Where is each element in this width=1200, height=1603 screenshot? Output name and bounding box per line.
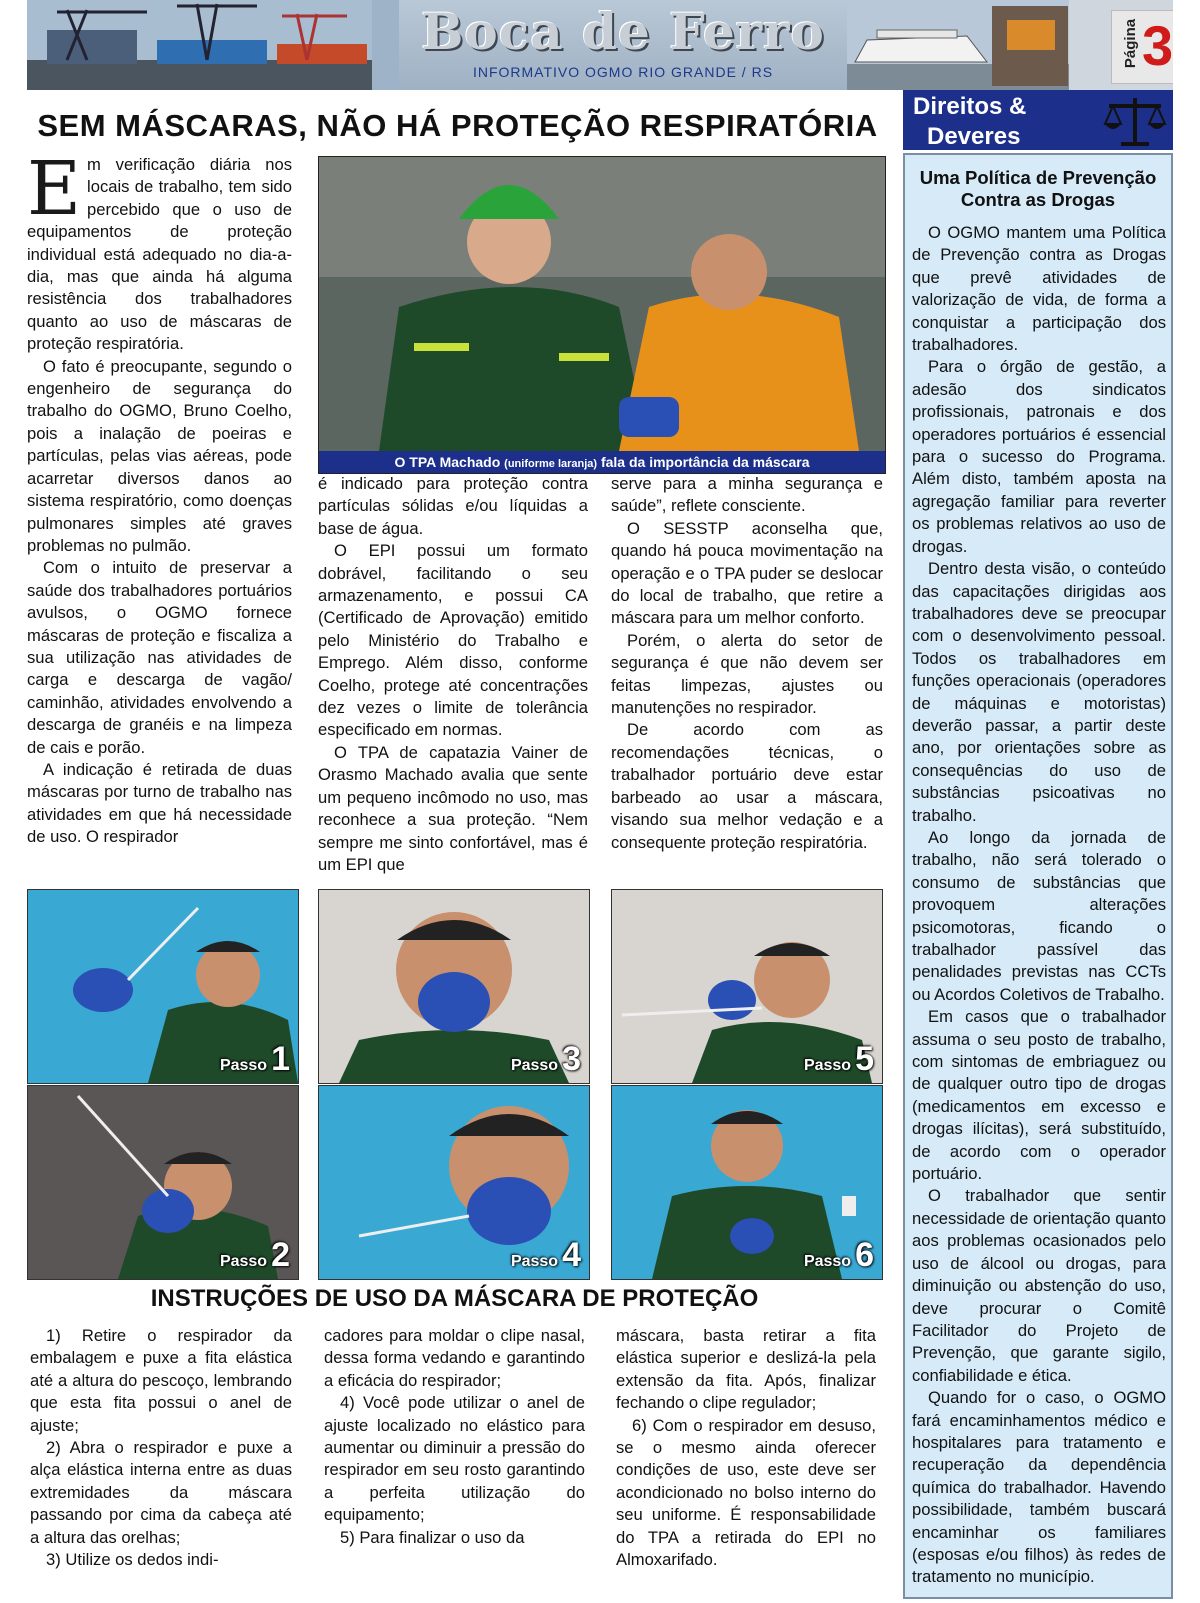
- article-column-1: [27, 146, 292, 849]
- photo-caption: O TPA Machado (uniforme laranja) fala da importância da máscara: [319, 451, 885, 473]
- instructions-title: INSTRUÇÕES DE USO DA MÁSCARA DE PROTEÇÃO: [150, 1285, 759, 1312]
- title-banner: [399, 0, 847, 90]
- step-label: Passo 4: [510, 1236, 581, 1274]
- page-number-box: [1111, 10, 1173, 84]
- step-photo-4: [318, 1085, 590, 1280]
- instruction-step: máscara, basta retirar a fita elástica superior e deslizá-la pela extensão da fita. Após, finalizar fechando o clipe regulador;: [616, 1326, 876, 1413]
- sidebar-paragraph: O OGMO mantem uma Política de Prevenção contra as Drogas que prevê atividades de valorização de vida, de forma a conquistar a participação dos trabalhadores.: [912, 223, 1166, 355]
- instruction-step: 5) Para finalizar o uso da: [340, 1527, 525, 1547]
- article-paragraph: O EPI possui um formato dobrável, facilitando o seu armazenamento, e possui CA (Certificado de Aprovação) emitido pelo Ministério do Trabalho e Emprego. Além disso, conforme Coelho, protege até concentrações dez vezes o limite de tolerância especificado em normas.: [318, 541, 588, 740]
- paper-subtitle: INFORMATIVO OGMO RIO GRANDE / RS: [472, 64, 774, 80]
- instruction-step: 2) Abra o respirador e puxe a alça elástica interna entre as duas extremidades da máscara passando por cima da cabeça até a altura das orelhas;: [30, 1438, 292, 1547]
- step-photo-5: [611, 889, 883, 1084]
- sidebar-title: Uma Política de Prevenção Contra as Drogas: [919, 167, 1157, 210]
- article-paragraph: O TPA de capatazia Vainer de Orasmo Machado avalia que sente um pequeno incômodo no uso, mas reconhece a sua proteção. “Nem sempre me sinto confortável, mas é um EPI que: [318, 742, 588, 874]
- step-photo-3: [318, 889, 590, 1084]
- article-paragraph: serve para a minha segurança e saúde”, reflete consciente.: [611, 474, 883, 516]
- paper-title: Boca de Ferro: [421, 2, 825, 61]
- instruction-step: cadores para moldar o clipe nasal, dessa forma vedando e garantindo a eficácia do respirador;: [324, 1326, 585, 1390]
- step-photo-6: [611, 1085, 883, 1280]
- sidebar-paragraph: Quando for o caso, o OGMO fará encaminhamentos médico e hospitalares para tratamento e recuperação da dependência química do trabalhador. Havendo possibilidade, também buscará encaminhar os familiares (esposas e/ou filhos) às redes de tratamento no município.: [912, 1388, 1166, 1587]
- step-label: Passo 5: [803, 1040, 874, 1078]
- sidebar-paragraph: O trabalhador que sentir necessidade de orientação quanto aos problemas ocasionados pelo uso de álcool ou drogas, para diminuição ou abstenção do uso, deve procurar o Comitê Facilitador do Projeto de Prevenção, que garante sigilo, confiabilidade e ética.: [912, 1186, 1166, 1385]
- sidebar-text: [912, 222, 1166, 1589]
- sidebar-paragraph: Ao longo da jornada de trabalho, não será tolerado o consumo de substâncias que provoquem alterações psicomotoras, ficando o trabalhador passível das penalidades previstas nas CCTs ou Acordos Coletivos de Trabalho.: [912, 827, 1166, 1004]
- drop-cap: E: [27, 146, 82, 232]
- step-label: Passo 3: [510, 1040, 581, 1078]
- step-photo-1: [27, 889, 299, 1084]
- article-paragraph: é indicado para proteção contra partículas sólidas e/ou líquidas a base de água.: [318, 474, 588, 538]
- scales-of-justice-icon: [1103, 94, 1167, 148]
- article-paragraph: O SESSTP aconselha que, quando há pouca movimentação na operação e o TPA puder se deslocar do local de trabalho, que retire a máscara para um melhor conforto.: [611, 518, 883, 628]
- page-number: 3: [1142, 14, 1173, 77]
- article-column-2: [318, 473, 588, 876]
- instruction-step: 6) Com o respirador em desuso, se o mesmo ainda oferecer condições de uso, este deve ser acondicionado no bolso interno do seu uniforme. É responsabilidade do TPA a retirada do EPI no Almoxarifado.: [616, 1415, 876, 1570]
- article-paragraph: O fato é preocupante, segundo o engenheiro de segurança do trabalho do OGMO, Bruno Coelho, pois a inalação de poeiras e partículas, pelas vias aéreas, pode acarretar diversos danos ao sistema respiratório, como doenças pulmonares simples até graves problemas no pulmão.: [27, 356, 292, 555]
- instructions-column-2: [324, 1325, 585, 1549]
- sidebar-box: [903, 153, 1173, 1599]
- step-photo-2: [27, 1085, 299, 1280]
- sidebar-paragraph: Em casos que o trabalhador assuma o seu posto de trabalho, com sintomas de embriaguez ou de qualquer outro tipo de drogas (medicamentos em excesso e drogas ilícitas), será substituído, de acordo com o operador portuário.: [912, 1007, 1166, 1184]
- instruction-step: 1) Retire o respirador da embalagem e puxe a fita elástica até a altura do pescoço, lembrando que esta fita possui o anel de ajuste;: [30, 1326, 292, 1435]
- instruction-step: 4) Você pode utilizar o anel de ajuste localizado no elástico para aumentar ou diminuir a pressão do respirador em seu rosto garantindo a perfeita utilização do equipamento;: [324, 1393, 585, 1525]
- sidebar-paragraph: Dentro desta visão, o conteúdo das capacitações dirigidas aos trabalhadores deve se preocupar com o desenvolvimento pessoal. Todos os trabalhadores em funções operacionais (operadores de máquinas e motoristas) deverão passar, a partir deste ano, por orientações sobre as consequências do uso de substâncias psicoativas no trabalho.: [912, 559, 1166, 825]
- article-paragraph: A indicação é retirada de duas máscaras por turno de trabalho nas atividades em que há necessidade de uso. O respirador: [27, 759, 292, 847]
- page-label: Página: [1122, 18, 1140, 69]
- masthead: [27, 0, 1173, 90]
- sidebar-paragraph: Para o órgão de gestão, a adesão dos sindicatos profissionais, patronais e dos operadores portuários é essencial para o sucesso do Programa. Além disto, também aposta na agregação familiar para reverter os problemas relativos ao uso de drogas.: [912, 357, 1166, 556]
- sidebar-section-line2: Deveres: [927, 123, 1021, 150]
- main-photo: [318, 156, 886, 474]
- instruction-step: 3) Utilize os dedos indi-: [46, 1550, 219, 1570]
- sidebar-section-header: [903, 90, 1173, 150]
- step-label: Passo 1: [219, 1040, 290, 1078]
- instructions-column-1: [30, 1325, 292, 1571]
- article-paragraph: Em verificação diária nos locais de trabalho, tem sido percebido que o uso de equipamentos de proteção individual está adequado no dia-a-dia, mas que ainda há alguma resistência dos trabalhadores quanto ao uso de máscaras de proteção respiratória.: [27, 146, 292, 354]
- article-paragraph: Com o intuito de preservar a saúde dos trabalhadores portuários avulsos, o OGMO fornece máscaras de proteção e fiscaliza a sua utilização nas atividades de carga e descarga de vagão/ caminhão, atividades envolvendo a descarga de granéis e na limpeza de cais e porão.: [27, 558, 292, 757]
- port-cranes-photo: [27, 0, 372, 90]
- sidebar-section-line1: Direitos &: [913, 93, 1027, 120]
- step-label: Passo 2: [219, 1236, 290, 1274]
- step-label: Passo 6: [803, 1236, 874, 1274]
- article-headline: SEM MÁSCARAS, NÃO HÁ PROTEÇÃO RESPIRATÓRIA: [37, 108, 878, 143]
- article-paragraph: Porém, o alerta do setor de segurança é que não devem ser feitas limpezas, ajustes ou manutenções no respirador.: [611, 630, 883, 718]
- workers-mask-photo: [319, 157, 885, 451]
- article-paragraph: De acordo com as recomendações técnicas, o trabalhador portuário deve estar barbeado ao usar a máscara, visando sua melhor vedação e a consequente proteção respiratória.: [611, 720, 883, 852]
- instructions-column-3: [616, 1325, 876, 1571]
- article-column-3: [611, 473, 883, 854]
